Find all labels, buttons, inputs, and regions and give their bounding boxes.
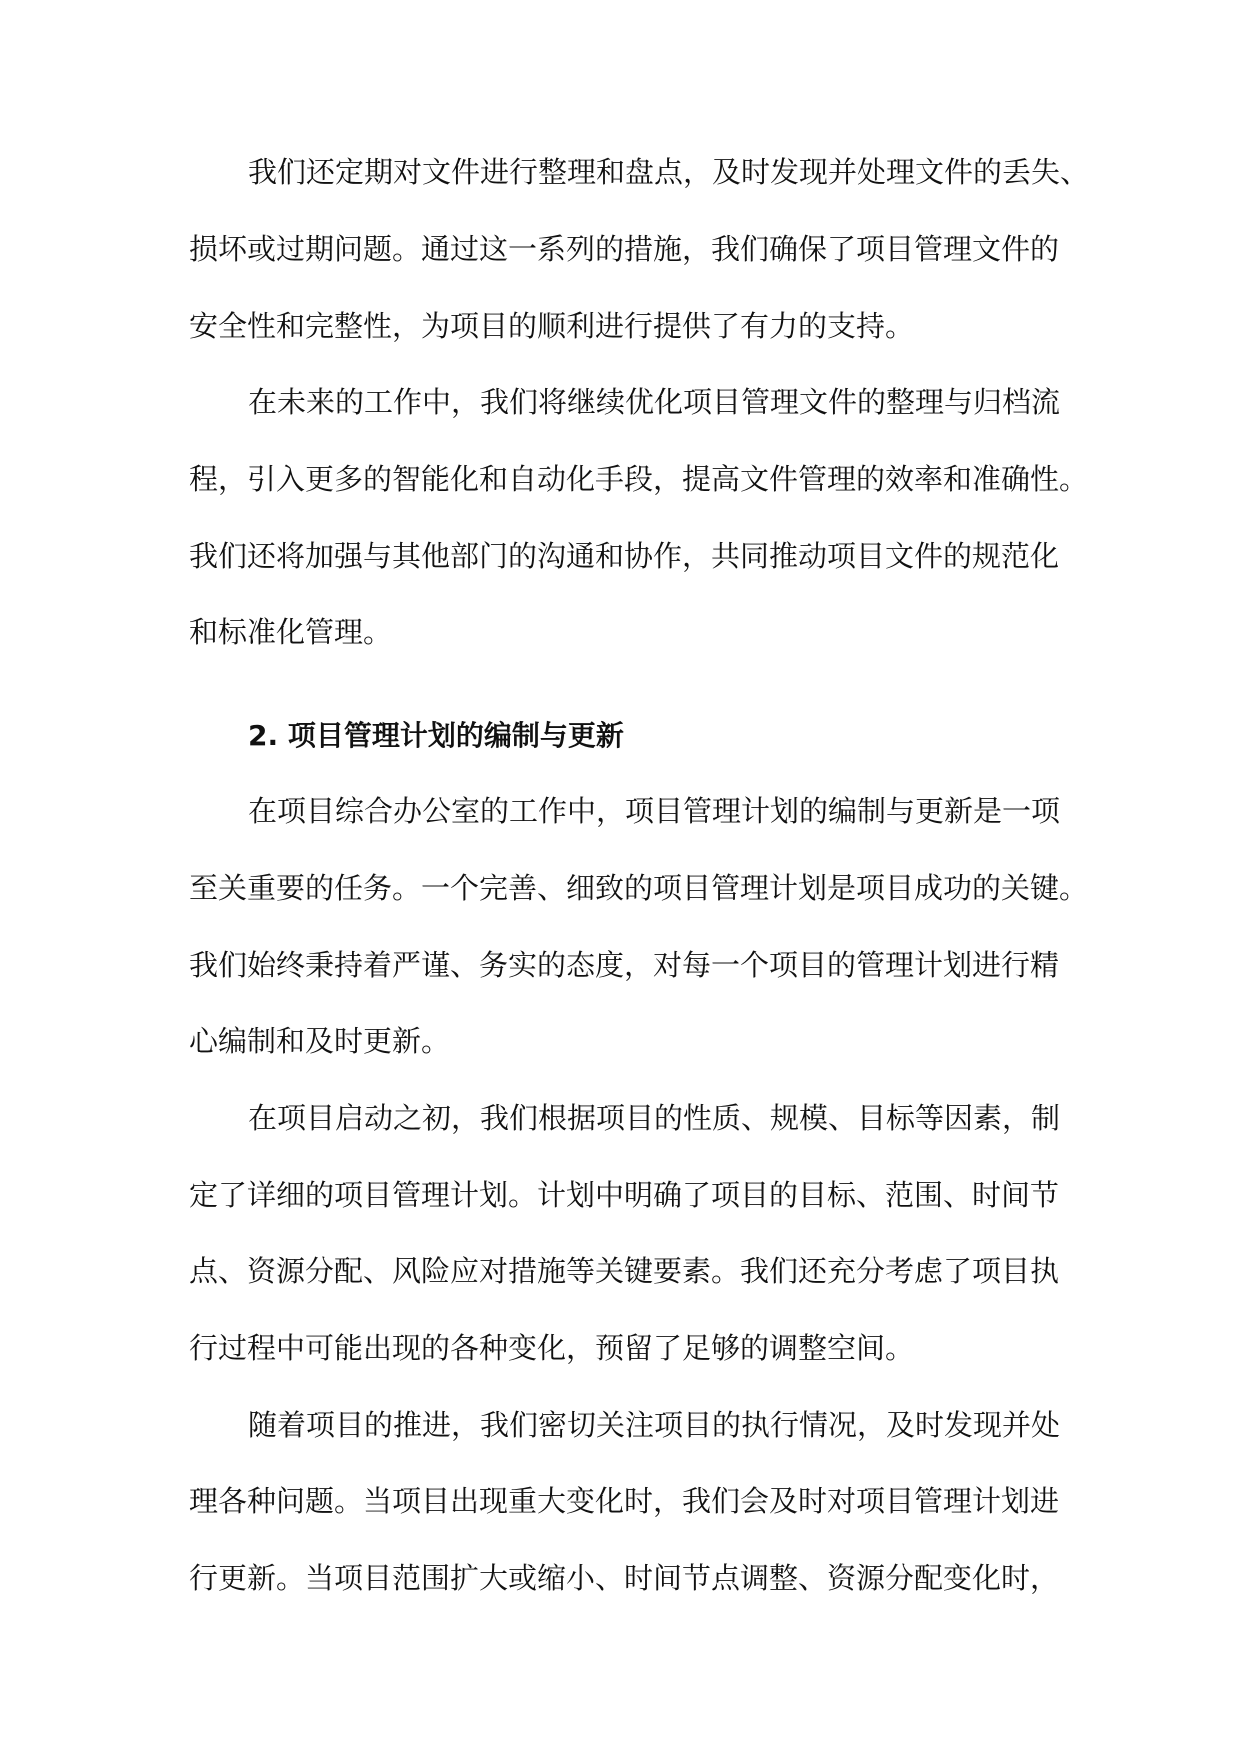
text-line: 和标准化管理。 (189, 615, 393, 649)
text-line: 我们还将加强与其他部门的沟通和协作，共同推动项目文件的规范化 (189, 539, 1060, 573)
text-line: 我们始终秉持着严谨、务实的态度，对每一个项目的管理计划进行精 (189, 948, 1060, 982)
text-line: 安全性和完整性，为项目的顺利进行提供了有力的支持。 (189, 309, 915, 343)
text-line: 至关重要的任务。一个完善、细致的项目管理计划是项目成功的关键。 (189, 871, 1089, 905)
text-line: 点、资源分配、风险应对措施等关键要素。我们还充分考虑了项目执 (189, 1254, 1060, 1288)
text-line: 在项目启动之初，我们根据项目的性质、规模、目标等因素，制 (248, 1101, 1061, 1135)
text-line: 定了详细的项目管理计划。计划中明确了项目的目标、范围、时间节 (189, 1178, 1060, 1212)
text-line: 理各种问题。当项目出现重大变化时，我们会及时对项目管理计划进 (189, 1484, 1060, 1518)
text-line: 心编制和及时更新。 (189, 1024, 451, 1058)
text-line: 在项目综合办公室的工作中，项目管理计划的编制与更新是一项 (248, 794, 1061, 828)
text-line: 随着项目的推进，我们密切关注项目的执行情况，及时发现并处 (248, 1408, 1061, 1442)
text-line: 损坏或过期问题。通过这一系列的措施，我们确保了项目管理文件的 (189, 232, 1060, 266)
text-line: 行过程中可能出现的各种变化，预留了足够的调整空间。 (189, 1331, 915, 1365)
text-line: 行更新。当项目范围扩大或缩小、时间节点调整、资源分配变化时， (189, 1561, 1060, 1595)
text-line: 程，引入更多的智能化和自动化手段，提高文件管理的效率和准确性。 (189, 462, 1089, 496)
section-heading: 2. 项目管理计划的编制与更新 (248, 719, 624, 752)
text-line: 我们还定期对文件进行整理和盘点，及时发现并处理文件的丢失、 (248, 155, 1090, 189)
text-line: 在未来的工作中，我们将继续优化项目管理文件的整理与归档流 (248, 385, 1061, 419)
